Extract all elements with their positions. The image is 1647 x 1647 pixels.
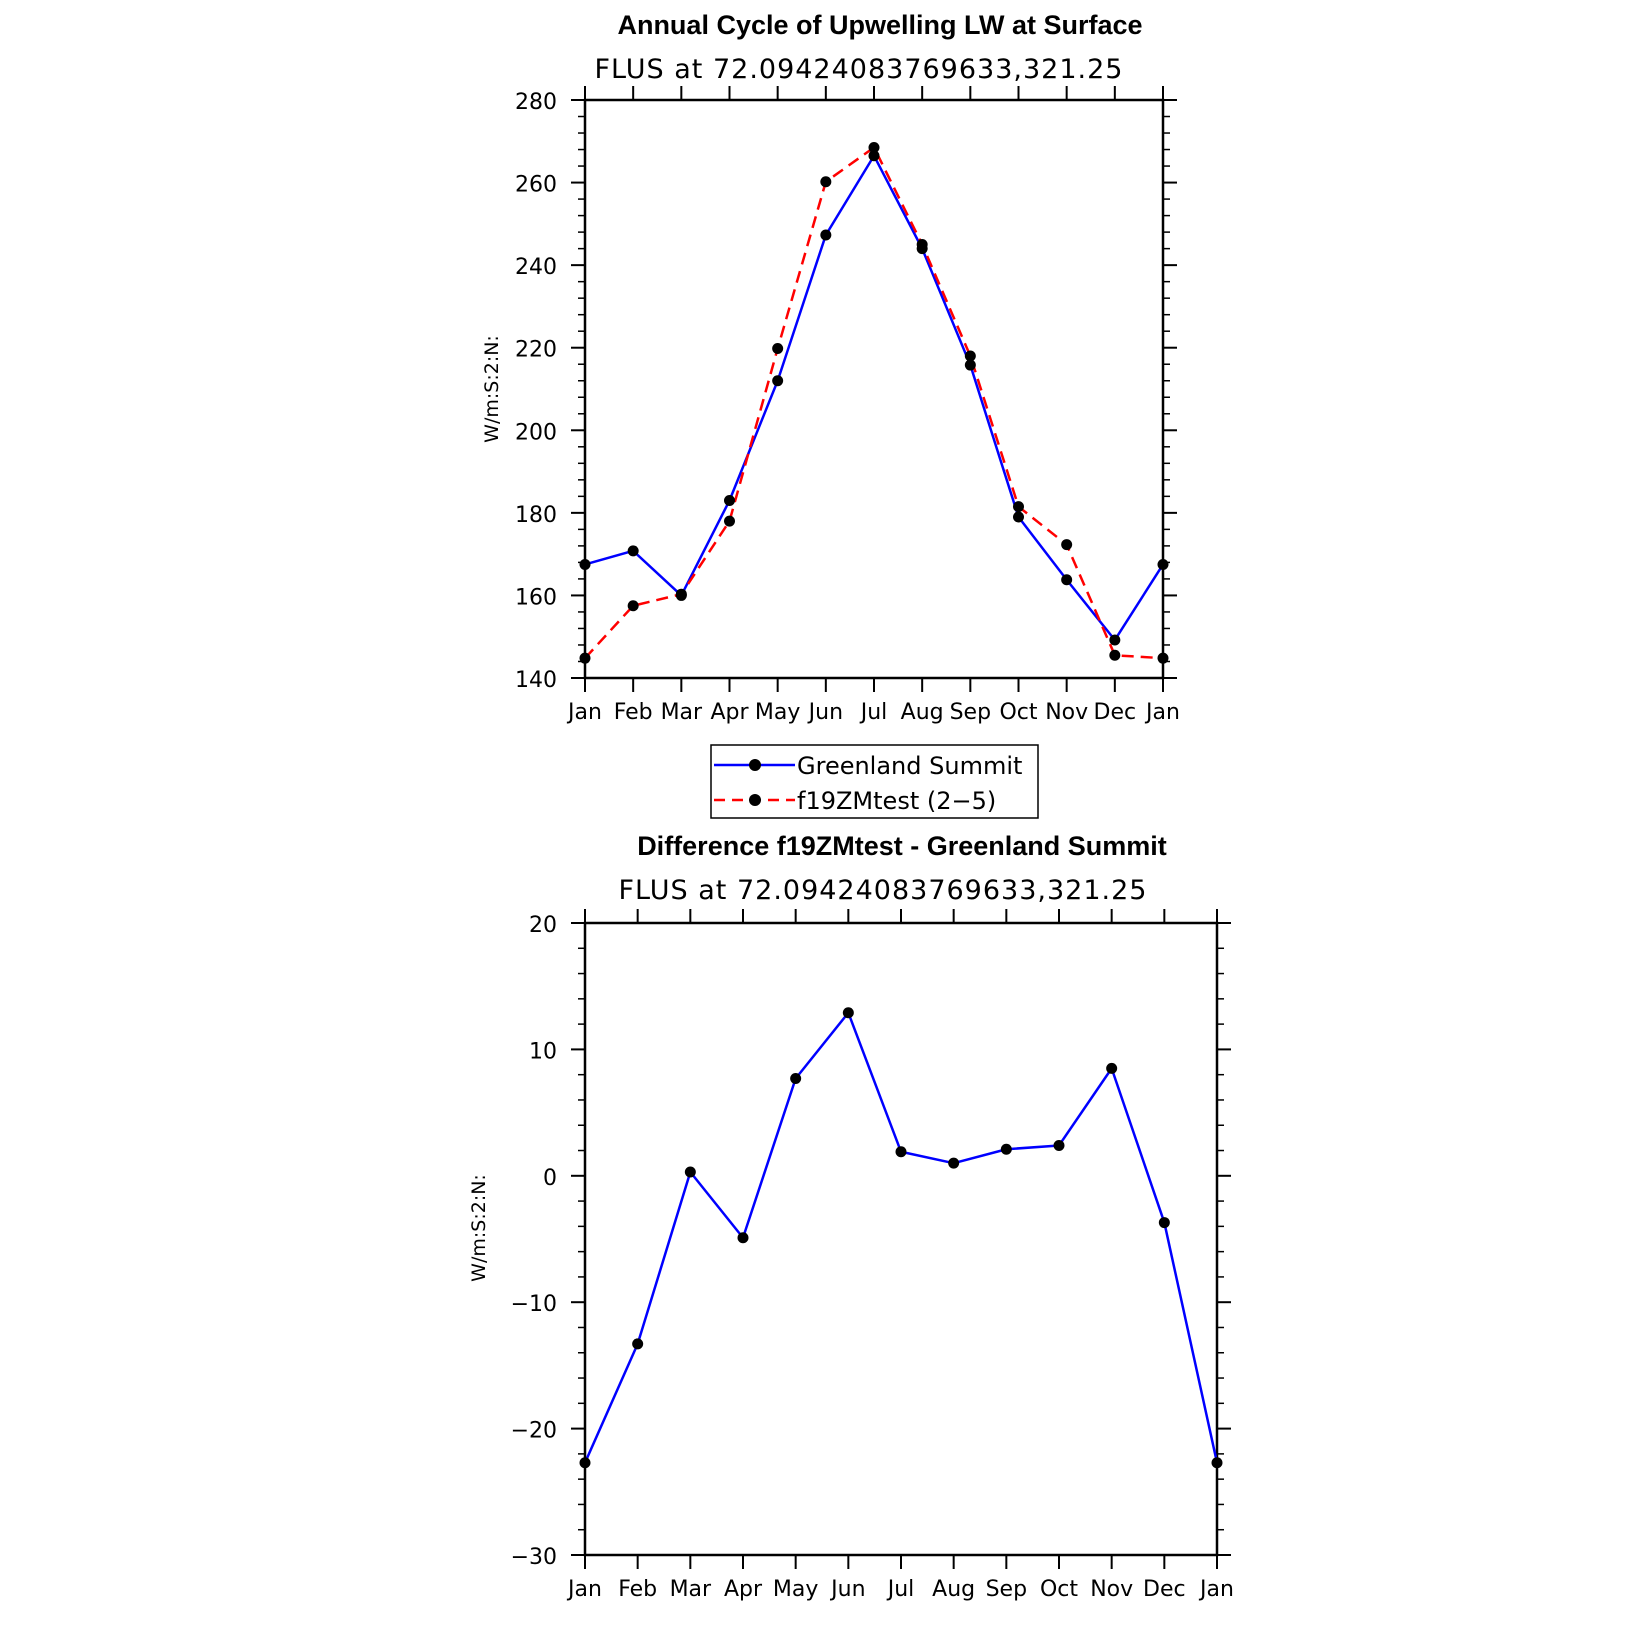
series-point-0: [580, 1457, 591, 1468]
series-point-0: [948, 1158, 959, 1169]
chart-subtitle: FLUS at 72.09424083769633,321.25: [618, 875, 1148, 906]
plot-frame: [585, 923, 1217, 1555]
x-tick-label: Nov: [1090, 1577, 1134, 1602]
series-point-0: [820, 230, 831, 241]
series-point-1: [772, 343, 783, 354]
series-point-0: [1159, 1217, 1170, 1228]
x-tick-label: Sep: [985, 1577, 1028, 1602]
series-point-0: [790, 1073, 801, 1084]
series-point-0: [772, 375, 783, 386]
x-tick-label: Dec: [1093, 700, 1137, 725]
legend-marker-greenland: [749, 759, 761, 771]
y-tick-label: 20: [529, 913, 557, 938]
x-tick-label: Jan: [568, 1577, 602, 1602]
series-point-1: [1109, 650, 1120, 661]
series-point-1: [1061, 539, 1072, 550]
series-layer: [580, 1007, 1223, 1468]
series-point-1: [1013, 501, 1024, 512]
y-tick-label: 10: [529, 1039, 557, 1065]
annual-cycle-chart: [481, 10, 1180, 725]
y-tick-label: 0: [543, 1165, 557, 1191]
series-line-0: [585, 1013, 1217, 1463]
x-tick-label: Aug: [932, 1577, 976, 1602]
series-point-1: [676, 589, 687, 600]
x-tick-label: May: [754, 700, 801, 725]
series-point-1: [820, 176, 831, 187]
x-tick-label: Jul: [860, 700, 888, 725]
series-point-0: [1001, 1144, 1012, 1155]
x-tick-label: Jun: [831, 1577, 866, 1602]
y-axis-label: W/m:S:2:N:: [481, 335, 503, 443]
y-tick-label: 240: [515, 255, 557, 281]
series-point-0: [628, 545, 639, 556]
series-point-0: [1106, 1063, 1117, 1074]
series-point-0: [724, 495, 735, 506]
series-point-0: [896, 1146, 907, 1157]
x-tick-labels: [566, 700, 1180, 725]
series-layer: [580, 142, 1169, 664]
y-tick-label: 260: [515, 172, 557, 198]
series-point-1: [965, 350, 976, 361]
y-tick-label: 280: [515, 90, 557, 115]
series-point-0: [1061, 574, 1072, 585]
x-tick-label: Jun: [808, 700, 844, 725]
x-tick-label: Sep: [949, 700, 992, 725]
series-point-0: [1013, 511, 1024, 522]
series-line-1: [585, 147, 1163, 658]
difference-chart: [468, 831, 1234, 1602]
x-tick-label: Apr: [710, 700, 749, 725]
y-tick-label: −10: [510, 1292, 557, 1318]
legend-label-greenland: Greenland Summit: [797, 752, 1023, 780]
axis-ticks: [571, 86, 1177, 692]
y-axis-label: W/m:S:2:N:: [468, 1174, 490, 1282]
series-point-0: [1212, 1457, 1223, 1468]
series-point-1: [1158, 653, 1169, 664]
legend-label-f19zmtest: f19ZMtest (2−5): [797, 787, 997, 815]
series-point-1: [724, 516, 735, 527]
y-tick-label: 160: [515, 585, 557, 611]
y-tick-label: 140: [515, 668, 557, 693]
series-point-1: [869, 142, 880, 153]
chart-title: Annual Cycle of Upwelling LW at Surface: [617, 10, 1143, 40]
x-tick-label: Mar: [660, 700, 703, 725]
x-tick-label: Jan: [568, 700, 602, 725]
y-tick-labels: [515, 90, 557, 693]
y-tick-label: 180: [515, 502, 557, 528]
y-tick-label: −20: [510, 1418, 557, 1444]
legend: [711, 745, 1038, 818]
x-tick-label: Oct: [999, 700, 1038, 725]
x-tick-label: Jul: [887, 1577, 915, 1602]
y-tick-label: 200: [515, 420, 557, 446]
series-point-0: [1158, 559, 1169, 570]
y-tick-label: −30: [510, 1545, 557, 1570]
y-tick-label: 220: [515, 337, 557, 363]
series-point-0: [738, 1232, 749, 1243]
x-tick-label: Oct: [1039, 1577, 1079, 1602]
x-tick-label: Mar: [669, 1577, 712, 1602]
series-point-1: [917, 239, 928, 250]
series-point-0: [580, 559, 591, 570]
y-tick-labels: [511, 913, 557, 1570]
x-tick-label: Jan: [1146, 700, 1180, 725]
x-tick-label: Nov: [1045, 700, 1089, 725]
x-tick-label: Apr: [723, 1577, 763, 1602]
series-point-0: [843, 1007, 854, 1018]
x-tick-label: May: [772, 1577, 819, 1602]
x-tick-label: Aug: [900, 700, 944, 725]
x-tick-label: Jan: [1200, 1577, 1234, 1602]
series-point-0: [1109, 635, 1120, 646]
legend-marker-f19zmtest: [749, 794, 761, 806]
x-tick-label: Feb: [613, 700, 653, 725]
series-point-1: [628, 600, 639, 611]
x-tick-label: Feb: [618, 1577, 658, 1602]
chart-title: Difference f19ZMtest - Greenland Summit: [637, 831, 1167, 861]
series-point-0: [685, 1167, 696, 1178]
series-point-0: [1054, 1140, 1065, 1151]
chart-subtitle: FLUS at 72.09424083769633,321.25: [594, 54, 1124, 85]
series-point-0: [632, 1338, 643, 1349]
series-point-1: [580, 653, 591, 664]
x-tick-label: Dec: [1143, 1577, 1186, 1602]
x-tick-labels: [566, 1577, 1234, 1602]
